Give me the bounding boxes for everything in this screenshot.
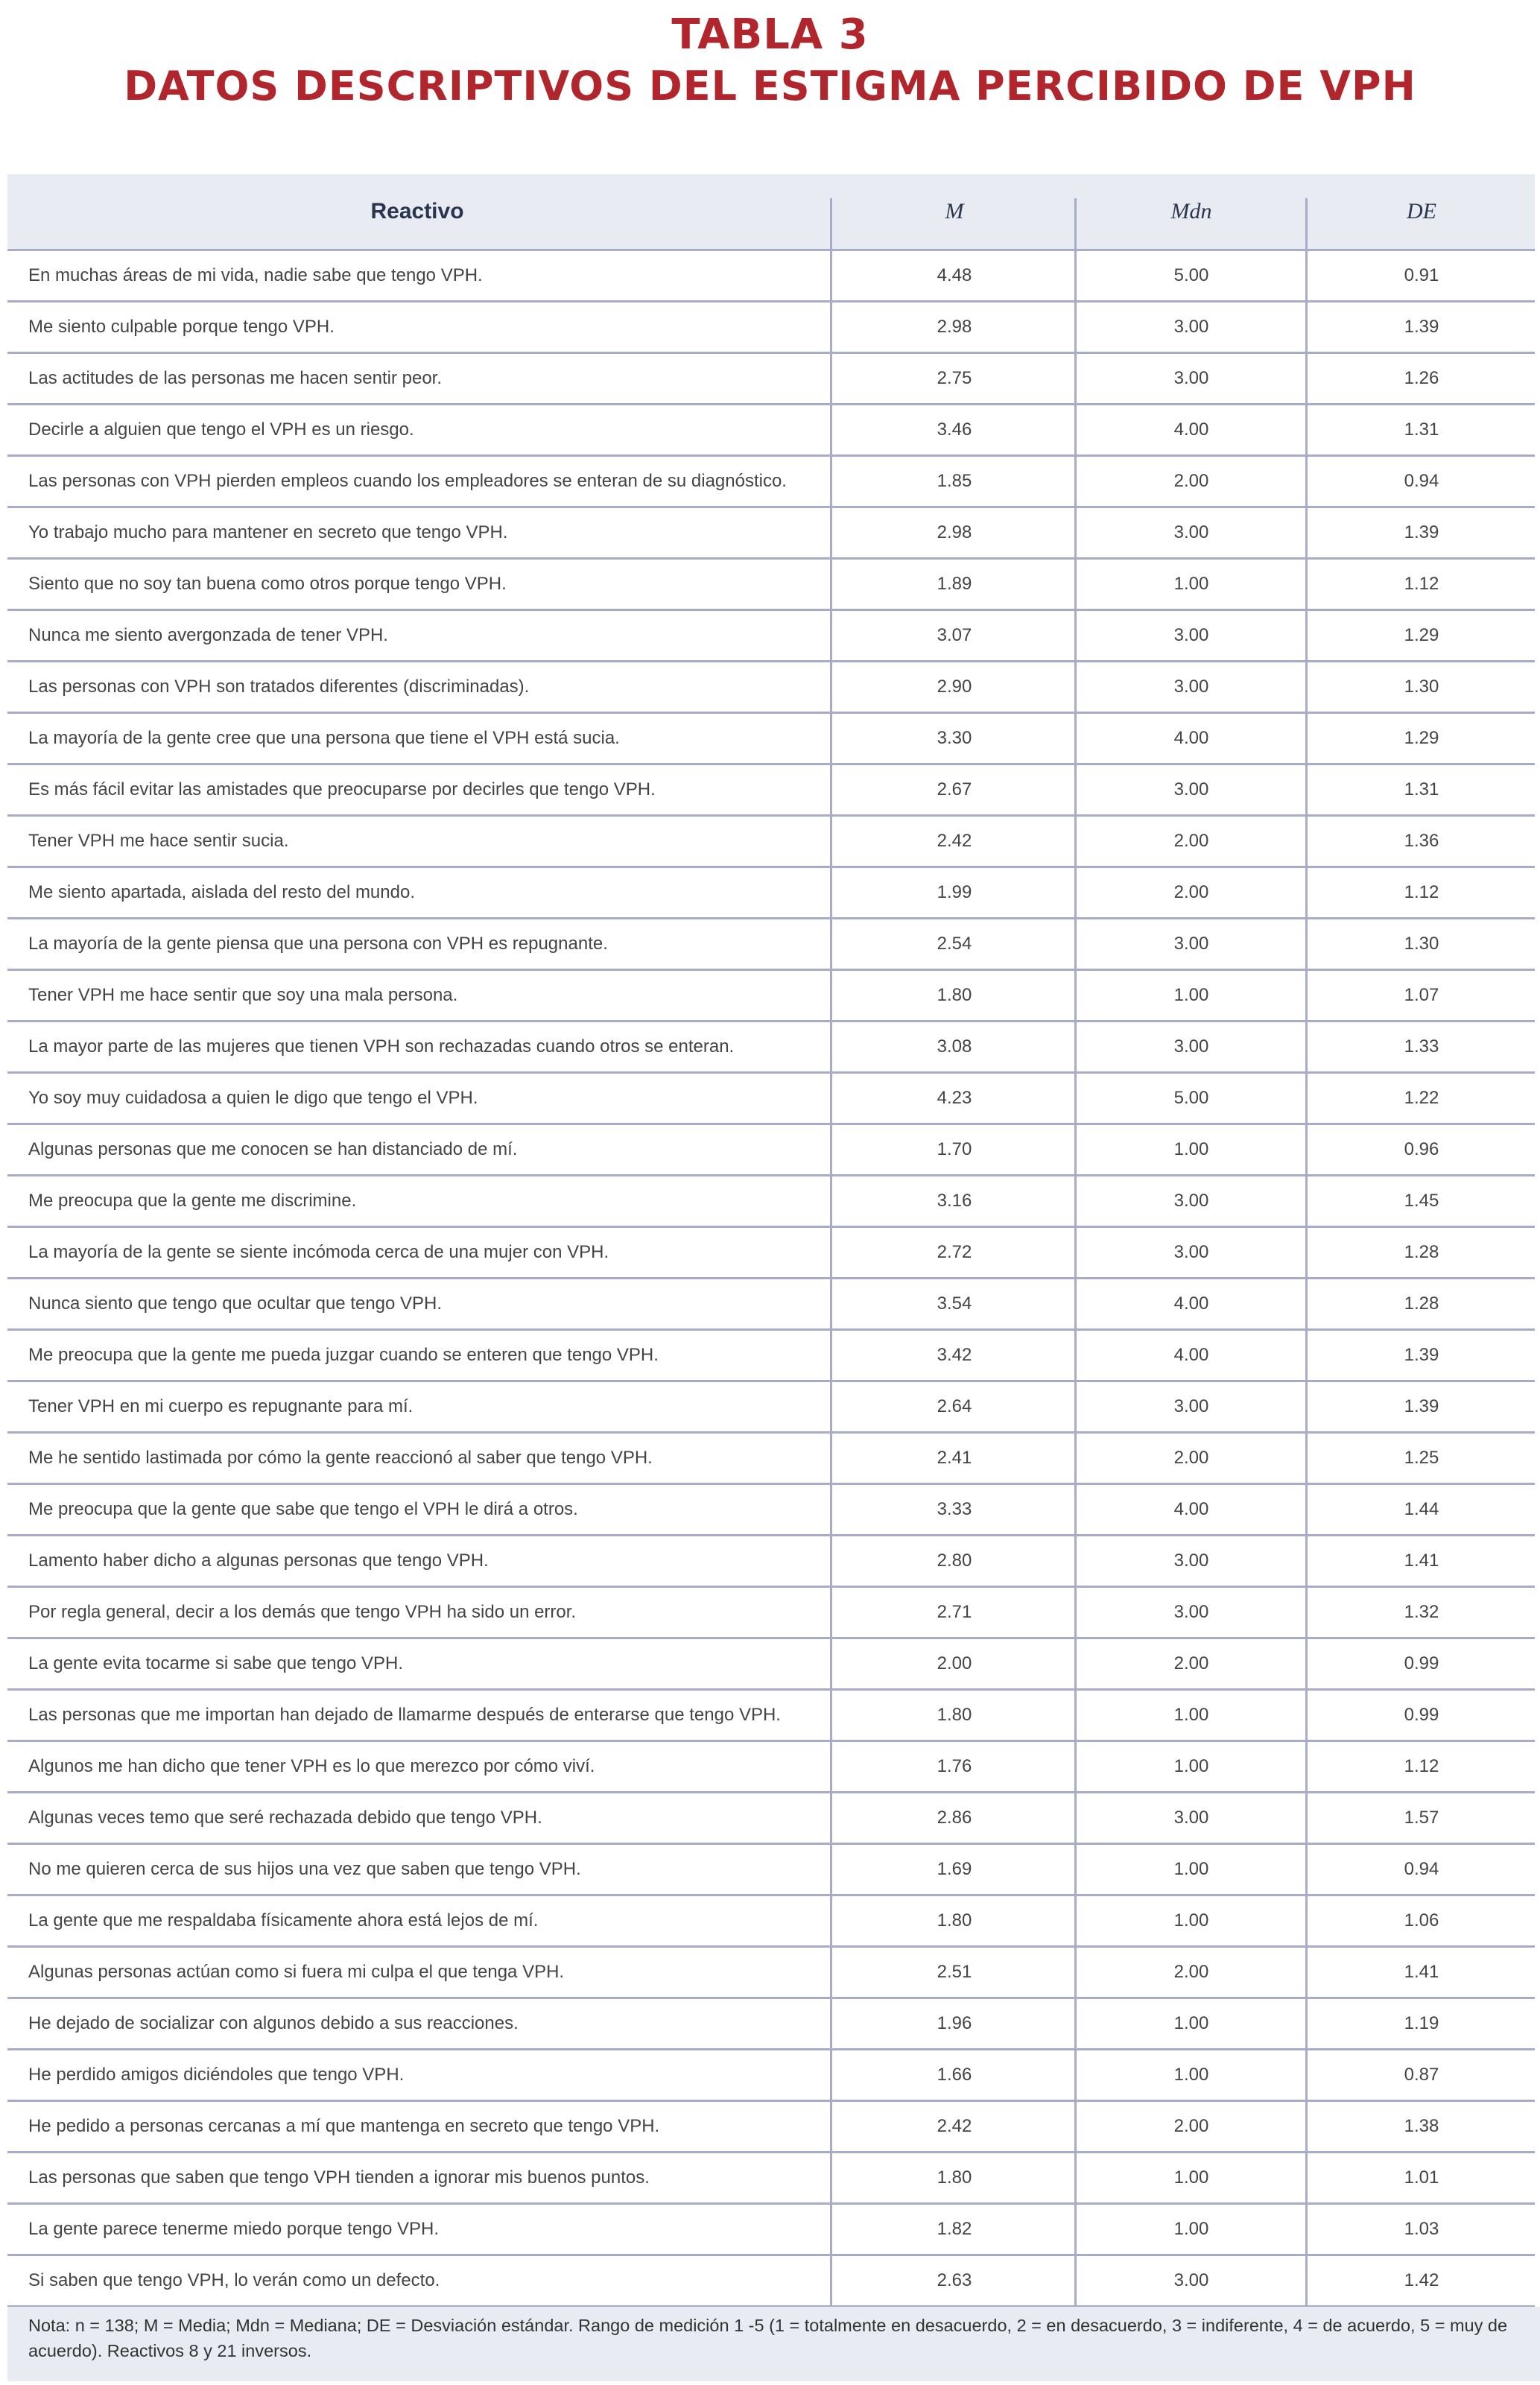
mean-value: 2.41: [937, 1448, 972, 1468]
mean-value: 4.23: [937, 1088, 972, 1108]
mean-value: 1.66: [937, 2065, 972, 2085]
table-title: DATOS DESCRIPTIVOS DEL ESTIGMA PERCIBIDO DE VPH: [124, 63, 1416, 110]
item-text: En muchas áreas de mi vida, nadie sabe que tengo VPH.: [28, 265, 483, 285]
item-text: He dejado de socializar con algunos debido a sus reacciones.: [28, 2013, 519, 2033]
item-text: La mayoría de la gente cree que una persona que tiene el VPH está sucia.: [28, 728, 620, 748]
median-value: 3.00: [1173, 1808, 1209, 1828]
mean-value: 2.67: [937, 779, 972, 799]
item-text: La gente parece tenerme miedo porque tengo VPH.: [28, 2219, 440, 2239]
mean-value: 2.98: [937, 317, 972, 337]
mean-value: 2.42: [937, 831, 972, 851]
sd-value: 1.57: [1404, 1808, 1439, 1828]
median-value: 1.00: [1173, 1910, 1209, 1931]
item-text: Algunos me han dicho que tener VPH es lo que merezco por cómo viví.: [28, 1756, 595, 1776]
sd-value: 1.32: [1404, 1602, 1439, 1622]
item-text: Lamento haber dicho a algunas personas que tengo VPH.: [28, 1551, 489, 1571]
mean-value: 3.16: [937, 1191, 972, 1211]
table-note: Nota: n = 138; M = Media; Mdn = Mediana; DE = Desviación estándar. Rango de medición 1 -5 (1 = totalmente en desacuerdo, 2 = en desacuerdo, 3 = indiferente, 4 = de acuerdo, 5 = muy de acuerdo). Reactivos 8 y 21 inversos.: [7, 2307, 1540, 2381]
item-text: Las personas que saben que tengo VPH tienden a ignorar mis buenos puntos.: [28, 2167, 650, 2188]
sd-value: 1.12: [1404, 882, 1439, 902]
sd-value: 1.30: [1404, 934, 1439, 954]
sd-value: 1.12: [1404, 1756, 1439, 1776]
item-text: He perdido amigos diciéndoles que tengo VPH.: [28, 2065, 405, 2085]
sd-value: 1.41: [1404, 1551, 1439, 1571]
item-text: La gente que me respaldaba físicamente ahora está lejos de mí.: [28, 1910, 539, 1931]
sd-value: 1.29: [1404, 728, 1439, 748]
column-header-mean: M: [945, 199, 964, 224]
mean-value: 2.72: [937, 1242, 972, 1262]
column-divider: [1074, 198, 1077, 2306]
mean-value: 2.54: [937, 934, 972, 954]
mean-value: 2.86: [937, 1808, 972, 1828]
median-value: 3.00: [1173, 625, 1209, 645]
item-text: Es más fácil evitar las amistades que preocuparse por decirles que tengo VPH.: [28, 779, 656, 799]
column-header-sd: DE: [1407, 199, 1436, 224]
sd-value: 1.31: [1404, 419, 1439, 440]
column-divider: [1305, 198, 1308, 2306]
median-value: 2.00: [1173, 831, 1209, 851]
column-header-median: Mdn: [1170, 199, 1212, 224]
median-value: 1.00: [1173, 2167, 1209, 2188]
sd-value: 0.99: [1404, 1653, 1439, 1673]
sd-value: 1.38: [1404, 2116, 1439, 2136]
median-value: 2.00: [1173, 1962, 1209, 1982]
item-text: Tener VPH me hace sentir sucia.: [28, 831, 289, 851]
item-text: Tener VPH en mi cuerpo es repugnante para mí.: [28, 1396, 413, 1416]
sd-value: 1.28: [1404, 1293, 1439, 1314]
sd-value: 0.96: [1404, 1139, 1439, 1159]
median-value: 4.00: [1173, 1293, 1209, 1314]
median-value: 5.00: [1173, 1088, 1209, 1108]
item-text: Me siento apartada, aislada del resto del mundo.: [28, 882, 415, 902]
mean-value: 3.33: [937, 1499, 972, 1519]
sd-value: 1.39: [1404, 522, 1439, 542]
median-value: 3.00: [1173, 1602, 1209, 1622]
item-text: Siento que no soy tan buena como otros porque tengo VPH.: [28, 574, 507, 594]
median-value: 3.00: [1173, 677, 1209, 697]
item-text: Decirle a alguien que tengo el VPH es un riesgo.: [28, 419, 414, 440]
median-value: 4.00: [1173, 1345, 1209, 1365]
sd-value: 1.33: [1404, 1036, 1439, 1057]
sd-value: 1.39: [1404, 1396, 1439, 1416]
median-value: 3.00: [1173, 1396, 1209, 1416]
item-text: Las personas con VPH pierden empleos cuando los empleadores se enteran de su diagnóstico.: [28, 471, 787, 491]
median-value: 3.00: [1173, 1191, 1209, 1211]
median-value: 1.00: [1173, 2219, 1209, 2239]
median-value: 4.00: [1173, 419, 1209, 440]
mean-value: 2.00: [937, 1653, 972, 1673]
item-text: Me preocupa que la gente que sabe que tengo el VPH le dirá a otros.: [28, 1499, 578, 1519]
sd-value: 1.07: [1404, 985, 1439, 1005]
sd-value: 0.87: [1404, 2065, 1439, 2085]
median-value: 1.00: [1173, 1756, 1209, 1776]
mean-value: 1.89: [937, 574, 972, 594]
sd-value: 1.39: [1404, 317, 1439, 337]
item-text: Yo trabajo mucho para mantener en secreto que tengo VPH.: [28, 522, 508, 542]
sd-value: 1.06: [1404, 1910, 1439, 1931]
sd-value: 0.94: [1404, 1859, 1439, 1879]
item-text: Nunca siento que tengo que ocultar que tengo VPH.: [28, 1293, 443, 1314]
sd-value: 0.99: [1404, 1705, 1439, 1725]
median-value: 1.00: [1173, 1859, 1209, 1879]
mean-value: 2.98: [937, 522, 972, 542]
median-value: 3.00: [1173, 1551, 1209, 1571]
mean-value: 2.75: [937, 368, 972, 388]
sd-value: 1.26: [1404, 368, 1439, 388]
item-text: Las personas que me importan han dejado de llamarme después de enterarse que tengo VPH.: [28, 1705, 781, 1725]
item-text: He pedido a personas cercanas a mí que mantenga en secreto que tengo VPH.: [28, 2116, 660, 2136]
mean-value: 1.80: [937, 2167, 972, 2188]
sd-value: 1.42: [1404, 2270, 1439, 2290]
item-text: Por regla general, decir a los demás que tengo VPH ha sido un error.: [28, 1602, 577, 1622]
mean-value: 3.42: [937, 1345, 972, 1365]
median-value: 3.00: [1173, 317, 1209, 337]
mean-value: 3.54: [937, 1293, 972, 1314]
median-value: 2.00: [1173, 1448, 1209, 1468]
item-text: Las actitudes de las personas me hacen sentir peor.: [28, 368, 442, 388]
median-value: 1.00: [1173, 2065, 1209, 2085]
item-text: Algunas veces temo que seré rechazada debido que tengo VPH.: [28, 1808, 542, 1828]
mean-value: 1.80: [937, 1910, 972, 1931]
item-text: Me he sentido lastimada por cómo la gente reaccionó al saber que tengo VPH.: [28, 1448, 653, 1468]
column-divider: [830, 198, 832, 2306]
sd-value: 1.22: [1404, 1088, 1439, 1108]
item-text: Tener VPH me hace sentir que soy una mala persona.: [28, 985, 458, 1005]
item-text: La mayor parte de las mujeres que tienen VPH son rechazadas cuando otros se enteran.: [28, 1036, 735, 1057]
mean-value: 3.30: [937, 728, 972, 748]
mean-value: 3.07: [937, 625, 972, 645]
median-value: 3.00: [1173, 779, 1209, 799]
mean-value: 2.64: [937, 1396, 972, 1416]
median-value: 4.00: [1173, 728, 1209, 748]
item-text: Me siento culpable porque tengo VPH.: [28, 317, 335, 337]
item-text: Yo soy muy cuidadosa a quien le digo que tengo el VPH.: [28, 1088, 478, 1108]
median-value: 3.00: [1173, 1036, 1209, 1057]
sd-value: 1.31: [1404, 779, 1439, 799]
mean-value: 1.70: [937, 1139, 972, 1159]
item-text: Me preocupa que la gente me pueda juzgar cuando se enteren que tengo VPH.: [28, 1345, 659, 1365]
mean-value: 1.69: [937, 1859, 972, 1879]
median-value: 3.00: [1173, 522, 1209, 542]
item-text: No me quieren cerca de sus hijos una vez que saben que tengo VPH.: [28, 1859, 581, 1879]
median-value: 2.00: [1173, 1653, 1209, 1673]
item-text: Me preocupa que la gente me discrimine.: [28, 1191, 357, 1211]
item-text: La gente evita tocarme si sabe que tengo VPH.: [28, 1653, 403, 1673]
sd-value: 1.25: [1404, 1448, 1439, 1468]
sd-value: 1.45: [1404, 1191, 1439, 1211]
median-value: 1.00: [1173, 1139, 1209, 1159]
mean-value: 4.48: [937, 265, 972, 285]
mean-value: 2.42: [937, 2116, 972, 2136]
median-value: 2.00: [1173, 882, 1209, 902]
mean-value: 1.82: [937, 2219, 972, 2239]
mean-value: 3.46: [937, 419, 972, 440]
median-value: 3.00: [1173, 368, 1209, 388]
median-value: 3.00: [1173, 934, 1209, 954]
median-value: 5.00: [1173, 265, 1209, 285]
item-text: Nunca me siento avergonzada de tener VPH.: [28, 625, 388, 645]
mean-value: 1.76: [937, 1756, 972, 1776]
sd-value: 1.19: [1404, 2013, 1439, 2033]
sd-value: 0.94: [1404, 471, 1439, 491]
mean-value: 2.51: [937, 1962, 972, 1982]
sd-value: 1.36: [1404, 831, 1439, 851]
sd-value: 1.28: [1404, 1242, 1439, 1262]
median-value: 3.00: [1173, 2270, 1209, 2290]
median-value: 1.00: [1173, 574, 1209, 594]
item-text: Si saben que tengo VPH, lo verán como un defecto.: [28, 2270, 440, 2290]
mean-value: 2.80: [937, 1551, 972, 1571]
item-text: Algunas personas que me conocen se han distanciado de mí.: [28, 1139, 518, 1159]
sd-value: 1.03: [1404, 2219, 1439, 2239]
sd-value: 1.30: [1404, 677, 1439, 697]
column-header-item: Reactivo: [370, 199, 464, 224]
mean-value: 2.63: [937, 2270, 972, 2290]
sd-value: 0.91: [1404, 265, 1439, 285]
median-value: 3.00: [1173, 1242, 1209, 1262]
sd-value: 1.12: [1404, 574, 1439, 594]
sd-value: 1.39: [1404, 1345, 1439, 1365]
mean-value: 2.71: [937, 1602, 972, 1622]
mean-value: 3.08: [937, 1036, 972, 1057]
sd-value: 1.01: [1404, 2167, 1439, 2188]
median-value: 4.00: [1173, 1499, 1209, 1519]
median-value: 1.00: [1173, 2013, 1209, 2033]
median-value: 2.00: [1173, 471, 1209, 491]
table-number: TABLA 3: [671, 10, 869, 59]
mean-value: 1.85: [937, 471, 972, 491]
sd-value: 1.44: [1404, 1499, 1439, 1519]
median-value: 1.00: [1173, 985, 1209, 1005]
sd-value: 1.29: [1404, 625, 1439, 645]
item-text: Las personas con VPH son tratados diferentes (discriminadas).: [28, 677, 530, 697]
median-value: 1.00: [1173, 1705, 1209, 1725]
mean-value: 1.80: [937, 985, 972, 1005]
item-text: La mayoría de la gente piensa que una persona con VPH es repugnante.: [28, 934, 608, 954]
mean-value: 1.96: [937, 2013, 972, 2033]
mean-value: 2.90: [937, 677, 972, 697]
sd-value: 1.41: [1404, 1962, 1439, 1982]
mean-value: 1.99: [937, 882, 972, 902]
item-text: Algunas personas actúan como si fuera mi culpa el que tenga VPH.: [28, 1962, 565, 1982]
item-text: La mayoría de la gente se siente incómoda cerca de una mujer con VPH.: [28, 1242, 609, 1262]
median-value: 2.00: [1173, 2116, 1209, 2136]
mean-value: 1.80: [937, 1705, 972, 1725]
